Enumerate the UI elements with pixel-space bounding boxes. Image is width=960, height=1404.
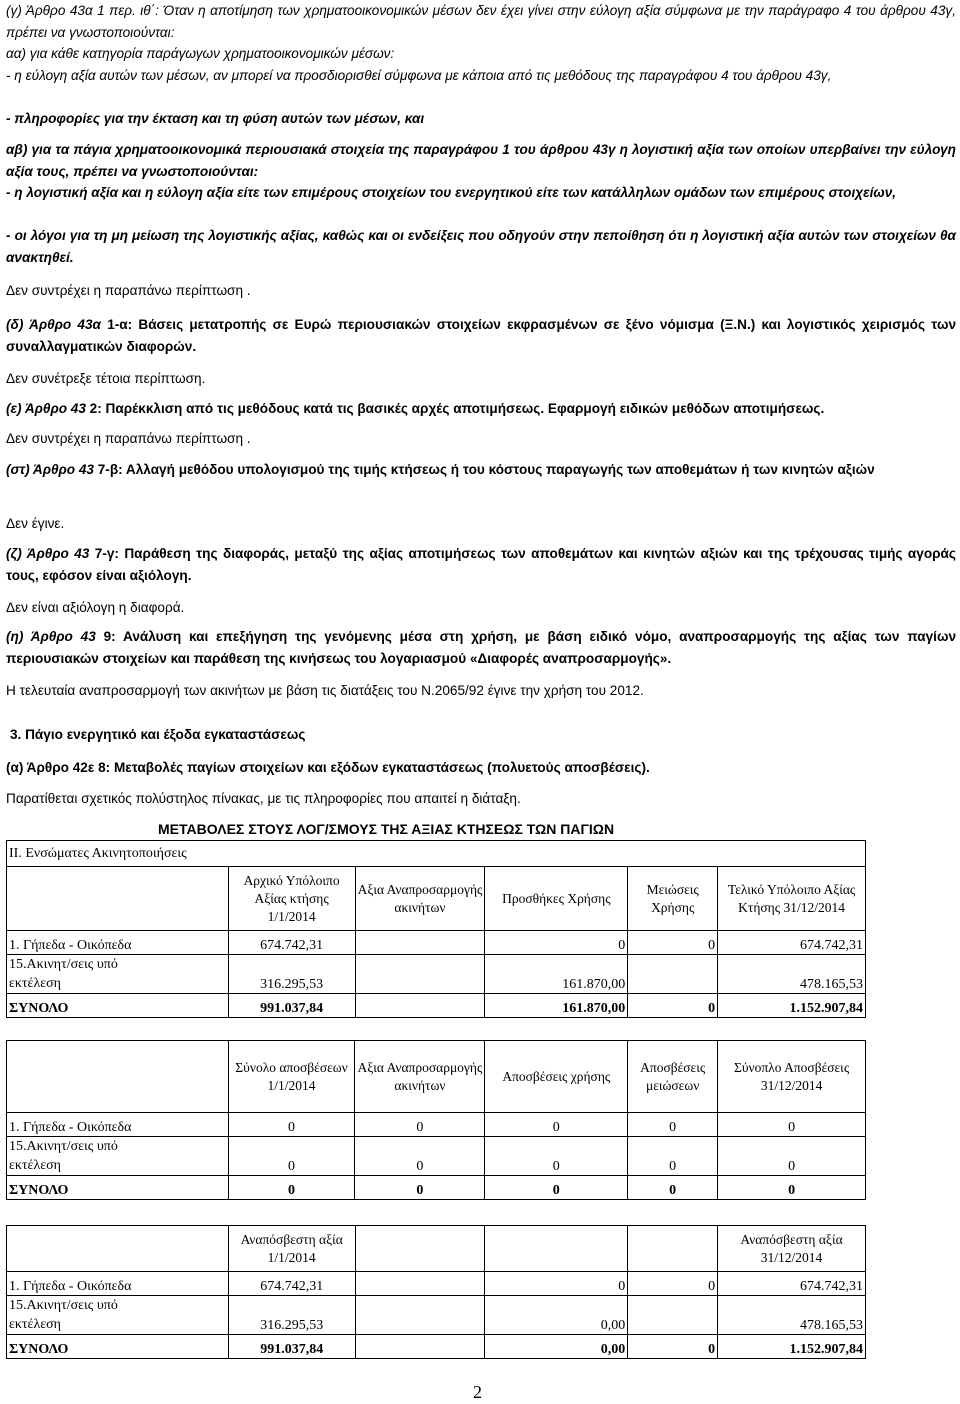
cell: 0 (355, 1176, 485, 1200)
heading-d (6, 314, 956, 357)
paragraph-3a-note: Παρατίθεται σχετικός πολύστηλος πίνακας, με τις πληροφορίες που απαιτεί η διάταξη. (6, 791, 521, 806)
cell: 991.037,84 (228, 994, 355, 1018)
header-initial-balance: Αρχικό Υπόλοιπο Αξίας κτήσης 1/1/2014 (228, 867, 355, 931)
heading-d-lead: (δ) Άρθρο 43α (6, 317, 108, 332)
cell: 316.295,53 (228, 1296, 355, 1335)
heading-z (6, 543, 956, 586)
cell (355, 955, 485, 994)
header-revaluation: Αξια Αναπροσαρμογής ακινήτων (355, 1041, 485, 1113)
table-row (7, 931, 866, 955)
cell: 0 (485, 1113, 628, 1137)
answer-h: Η τελευταία αναπροσαρμογή των ακινήτων με βάση τις διατάξεις του Ν.2065/92 έγινε την χρήση του 2012. (6, 683, 644, 698)
table-row (7, 1296, 866, 1335)
row-label-line-2: εκτέλεση (9, 976, 61, 991)
cell: 0 (718, 1113, 866, 1137)
cell: 0 (228, 1137, 355, 1176)
cell: 674.742,31 (718, 931, 866, 955)
header-additions: Προσθήκες Χρήσης (485, 867, 628, 931)
row-label-construction (7, 1296, 229, 1335)
answer-e: Δεν συντρέχει η παραπάνω περίπτωση . (6, 431, 251, 446)
cell (355, 994, 485, 1018)
row-label-land: 1. Γήπεδα - Οικόπεδα (7, 1113, 229, 1137)
header-depreciation-reductions: Αποσβέσεις μειώσεων (628, 1041, 718, 1113)
section-3-heading: 3. Πάγιο ενεργητικό και έξοδα εγκαταστάσεως (10, 727, 306, 742)
cell (355, 1296, 485, 1335)
heading-st-rest: 7-β: Αλλαγή μεθόδου υπολογισμού της τιμής κτήσεως ή του κόστους παραγωγής των αποθεμάτων ή των κινητών αξιών (97, 462, 875, 477)
cell (355, 931, 485, 955)
cell: 1.152.907,84 (718, 1335, 866, 1359)
row-label-construction (7, 955, 229, 994)
cell (628, 955, 718, 994)
cell: 0 (628, 1335, 718, 1359)
table-row-total (7, 994, 866, 1018)
paragraph-aa-item-1: - η εύλογη αξία αυτών των μέσων, αν μπορεί να προσδιορισθεί σύμφωνα με κάποια από τις μεθόδους της παραγράφου 4 του άρθρου 43γ, (6, 68, 832, 83)
row-label-total: ΣΥΝΟΛΟ (7, 994, 229, 1018)
cell: 0 (628, 1113, 718, 1137)
heading-d-rest: 1-α: Βάσεις μετατροπής σε Ευρώ περιουσιακών στοιχείων εκφρασμένων σε ξένο νόμισμα (Ξ.Ν.) και λογιστικός χειρισμός των συναλλαγματικών διαφορών. (6, 317, 956, 354)
page-number: 2 (473, 1382, 482, 1402)
table-row (7, 1272, 866, 1296)
cell: 0,00 (485, 1335, 628, 1359)
header-empty-cell (7, 1041, 229, 1113)
heading-st (6, 459, 956, 481)
heading-z-rest: 7-γ: Παράθεση της διαφοράς, μεταξύ της αξίας αποτιμήσεως των αποθεμάτων και κινητών αξιών και της τρέχουσας τιμής αγοράς τους, εφόσον είναι αξιόλογη. (6, 546, 956, 583)
header-empty-cell (485, 1226, 628, 1272)
cell: 0 (485, 1272, 628, 1296)
row-label-construction (7, 1137, 229, 1176)
paragraph-g: (γ) Άρθρο 43α 1 περ. ιθ΄: Όταν η αποτίμηση των χρηματοοικονομικών μέσων δεν έχει γίνει στην εύλογη αξία σύμφωνα με την παράγραφο 4 του άρθρου 43γ, πρέπει να γνωστοποιούνται: (6, 3, 956, 40)
cell: 991.037,84 (228, 1335, 355, 1359)
heading-st-lead: (στ) Άρθρο 43 (6, 462, 98, 477)
paragraph-ab-item-2: - οι λόγοι για τη μη μείωση της λογιστικής αξίας, καθώς και οι ενδείξεις που οδηγούν στην πεποίθηση ότι η λογιστική αξία αυτών των στοιχείων θα ανακτηθεί. (6, 228, 956, 265)
answer-z: Δεν είναι αξιόλογη η διαφορά. (6, 600, 185, 615)
row-label-line-2: εκτέλεση (9, 1317, 61, 1332)
header-depreciation-start: Σύνολο αποσβέσεων 1/1/2014 (228, 1041, 355, 1113)
header-depreciation-end: Σύνοπλο Αποσβέσεις 31/12/2014 (718, 1041, 866, 1113)
cell: 674.742,31 (718, 1272, 866, 1296)
row-label-land: 1. Γήπεδα - Οικόπεδα (7, 1272, 229, 1296)
heading-e (6, 398, 956, 420)
row-label-total: ΣΥΝΟΛΟ (7, 1176, 229, 1200)
row-label-total: ΣΥΝΟΛΟ (7, 1335, 229, 1359)
cell: 0 (485, 931, 628, 955)
heading-e-lead: (ε) Άρθρο 43 (6, 401, 90, 416)
heading-e-rest: 2: Παρέκκλιση από τις μεθόδους κατά τις βασικές αρχές αποτιμήσεως. Εφαρμογή ειδικών μεθόδων αποτιμήσεως. (89, 401, 825, 416)
header-empty-cell (628, 1226, 718, 1272)
row-label-line-1: 15.Ακινητ/σεις υπό (9, 957, 118, 972)
cell: 0 (355, 1137, 485, 1176)
heading-h-rest: 9: Ανάλυση και επεξήγηση της γενόμενης μέσα στη χρήση, με βάση ειδικό νόμο, αναπροσαρμογής της αξίας των παγίων περιουσιακών στοιχείων και παράθεση της κινήσεως του λογαριασμού «Διαφορές αναπροσαρμογής». (6, 629, 956, 666)
cell: 478.165,53 (718, 955, 866, 994)
table-row (7, 955, 866, 994)
heading-h-lead: (η) Άρθρο 43 (6, 629, 104, 644)
cell: 1.152.907,84 (718, 994, 866, 1018)
header-empty-cell (7, 867, 229, 931)
header-net-end: Αναπόσβεστη αξία 31/12/2014 (718, 1226, 866, 1272)
cell: 674.742,31 (228, 1272, 355, 1296)
paragraph-aa-item-2: - πληροφορίες για την έκταση και τη φύση αυτών των μέσων, και (6, 111, 425, 126)
cell (355, 1335, 485, 1359)
table-row-total (7, 1176, 866, 1200)
paragraph-aa: αα) για κάθε κατηγορία παράγωγων χρηματοοικονομικών μέσων: (6, 46, 395, 61)
cell: 0 (628, 1272, 718, 1296)
heading-z-lead: (ζ) Άρθρο 43 (6, 546, 95, 561)
answer-st: Δεν έγινε. (6, 516, 65, 531)
row-label-line-1: 15.Ακινητ/σεις υπό (9, 1298, 118, 1313)
net-book-value-table (6, 1225, 866, 1359)
cell: 0 (718, 1176, 866, 1200)
header-empty-cell (355, 1226, 485, 1272)
header-final-balance: Τελικό Υπόλοιπο Αξίας Κτήσης 31/12/2014 (718, 867, 866, 931)
answer-d: Δεν συνέτρεξε τέτοια περίπτωση. (6, 371, 206, 386)
acquisition-value-table (6, 840, 866, 1018)
paragraph-ab-item-1: - η λογιστική αξία και η εύλογη αξία είτε των επιμέρους στοιχείων του ενεργητικού είτε των κατάλληλων ομάδων των επιμέρους στοιχείων, (6, 185, 897, 200)
cell: 0 (628, 1137, 718, 1176)
table-header-spacer (228, 841, 865, 867)
header-depreciation-year: Αποσβέσεις χρήσης (485, 1041, 628, 1113)
heading-h (6, 626, 956, 669)
table-row (7, 1137, 866, 1176)
row-label-line-2: εκτέλεση (9, 1158, 61, 1173)
cell: 0 (628, 994, 718, 1018)
cell: 0 (355, 1113, 485, 1137)
cell: 674.742,31 (228, 931, 355, 955)
table-row (7, 1113, 866, 1137)
depreciation-table (6, 1040, 866, 1200)
row-label-line-1: 15.Ακινητ/σεις υπό (9, 1139, 118, 1154)
table-row-total (7, 1335, 866, 1359)
cell: 0 (485, 1137, 628, 1176)
cell: 0 (228, 1113, 355, 1137)
cell (355, 1272, 485, 1296)
header-reductions: Μειώσεις Χρήσης (628, 867, 718, 931)
cell: 0,00 (485, 1296, 628, 1335)
cell: 161.870,00 (485, 994, 628, 1018)
paragraph-ab: αβ) για τα πάγια χρηματοοικονομικά περιουσιακά στοιχεία της παραγράφου 1 του άρθρου 43γ η λογιστική αξία των οποίων υπερβαίνει την εύλογη αξία τους, πρέπει να γνωστοποιούνται: (6, 142, 956, 179)
cell: 0 (228, 1176, 355, 1200)
header-net-start: Αναπόσβεστη αξία 1/1/2014 (228, 1226, 355, 1272)
cell (628, 1296, 718, 1335)
cell: 478.165,53 (718, 1296, 866, 1335)
section-label: ΙΙ. Ενσώματες Ακινητοποιήσεις (7, 841, 229, 867)
table-title: ΜΕΤΑΒΟΛΕΣ ΣΤΟΥΣ ΛΟΓ/ΣΜΟΥΣ ΤΗΣ ΑΞΙΑΣ ΚΤΗΣΕΩΣ ΤΩΝ ΠΑΓΙΩΝ (158, 821, 615, 837)
cell: 0 (485, 1176, 628, 1200)
cell: 0 (628, 931, 718, 955)
header-empty-cell (7, 1226, 229, 1272)
header-revaluation: Αξια Αναπροσαρμογής ακινήτων (355, 867, 485, 931)
answer-g: Δεν συντρέχει η παραπάνω περίπτωση . (6, 283, 251, 298)
paragraph-3a: (α) Άρθρο 42ε 8: Μεταβολές παγίων στοιχείων και εξόδων εγκαταστάσεως (πολυετούς αποσβέσεις). (6, 760, 650, 775)
row-label-land: 1. Γήπεδα - Οικόπεδα (7, 931, 229, 955)
cell: 0 (718, 1137, 866, 1176)
cell: 161.870,00 (485, 955, 628, 994)
cell: 316.295,53 (228, 955, 355, 994)
cell: 0 (628, 1176, 718, 1200)
